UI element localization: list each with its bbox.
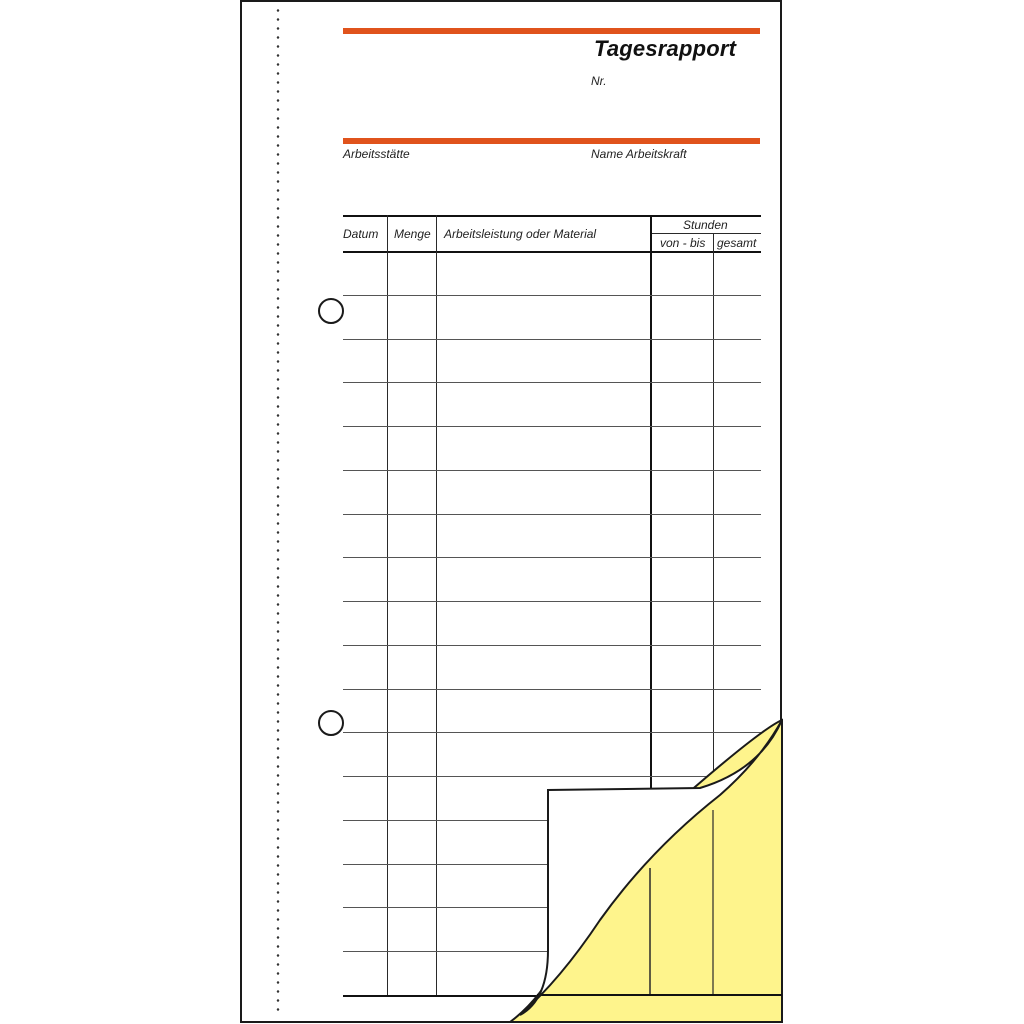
col-header-quantity: Menge <box>394 227 431 241</box>
col-header-date: Datum <box>343 227 379 241</box>
col-header-total: gesamt <box>717 236 757 250</box>
worksite-label: Arbeitsstätte <box>343 147 410 161</box>
number-label: Nr. <box>591 74 607 88</box>
col-header-hours: Stunden <box>683 218 728 232</box>
worker-name-label: Name Arbeitskraft <box>591 147 687 161</box>
col-header-work: Arbeitsleistung oder Material <box>444 227 597 241</box>
col-header-from-to: von - bis <box>660 236 706 250</box>
form-title: Tagesrapport <box>594 36 737 61</box>
